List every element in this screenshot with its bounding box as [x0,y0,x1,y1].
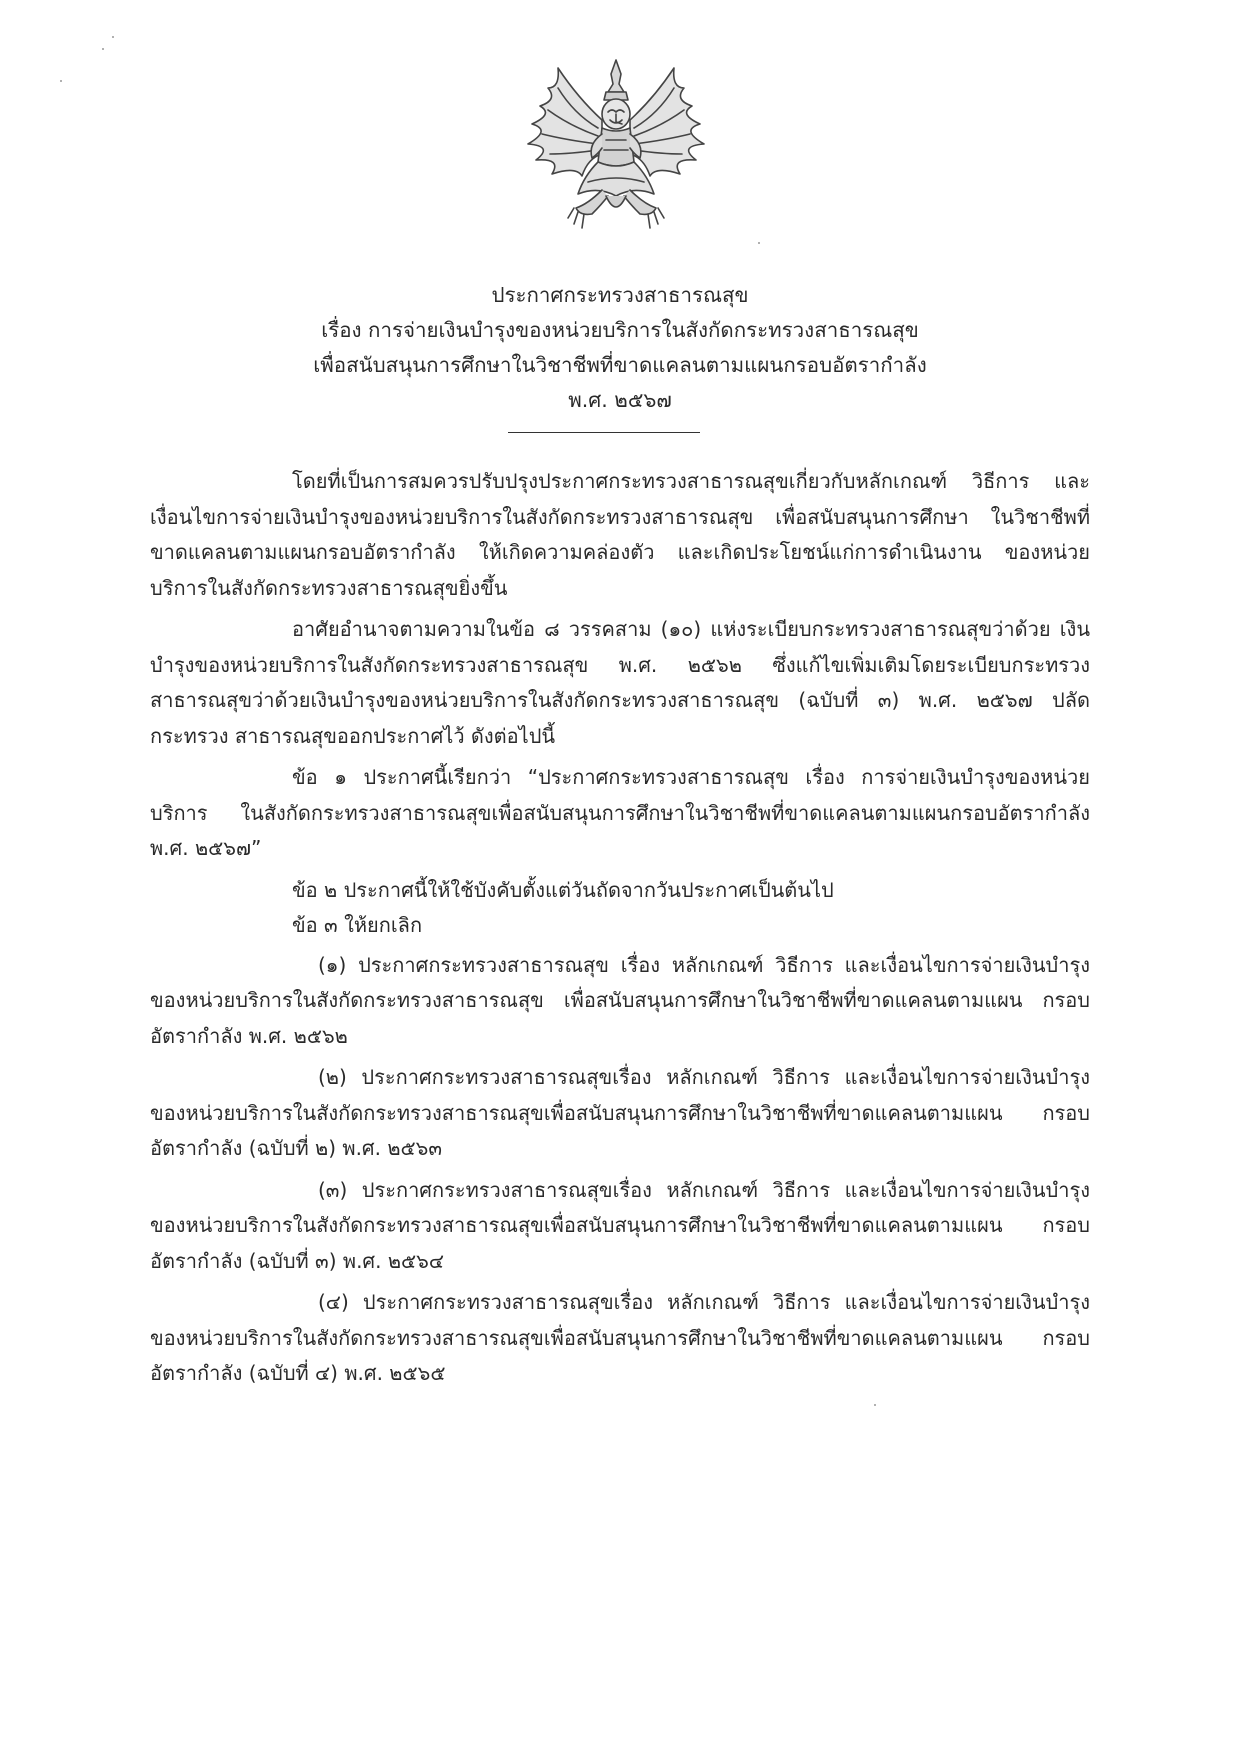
clause-3: ข้อ ๓ ให้ยกเลิก [292,913,423,937]
scan-speck [874,1404,876,1406]
announcement-subject: เรื่อง การจ่ายเงินบำรุงของหน่วยบริการในสังกัดกระทรวงสาธารณสุข [321,318,919,342]
repealed-item-2: (๒) ประกาศกระทรวงสาธารณสุขเรื่อง หลักเกณฑ์ วิธีการ และเงื่อนไขการจ่ายเงินบำรุง ของหน่วยบริการในสังกัดกระทรวงสาธารณสุขเพื่อสนับสนุนการศึกษาในวิชาชีพที่ขาดแคลนตามแผน กรอบอัตรากำลัง (ฉบับที่ ๒) พ.ศ. ๒๕๖๓ [150,1065,1090,1160]
preamble-paragraph: โดยที่เป็นการสมควรปรับปรุงประกาศกระทรวงสาธารณสุขเกี่ยวกับหลักเกณฑ์ วิธีการ และเงื่อนไขการจ่ายเงินบำรุงของหน่วยบริการในสังกัดกระทรวงสาธารณสุข เพื่อสนับสนุนการศึกษา ในวิชาชีพที่ขาดแคลนตามแผนกรอบอัตรากำลัง ให้เกิดความคล่องตัว และเกิดประโยชน์แก่การดำเนินงาน ของหน่วยบริการในสังกัดกระทรวงสาธารณสุขยิ่งขึ้น [150,469,1090,600]
header-divider [508,432,700,433]
repealed-item-4: (๔) ประกาศกระทรวงสาธารณสุขเรื่อง หลักเกณฑ์ วิธีการ และเงื่อนไขการจ่ายเงินบำรุง ของหน่วยบริการในสังกัดกระทรวงสาธารณสุขเพื่อสนับสนุนการศึกษาในวิชาชีพที่ขาดแคลนตามแผน กรอบอัตรากำลัง (ฉบับที่ ๔) พ.ศ. ๒๕๖๕ [150,1290,1090,1385]
scan-speck [758,242,760,244]
announcement-header [0,278,1240,418]
scan-speck [102,48,104,50]
scan-speck [60,80,62,82]
authority-paragraph: อาศัยอำนาจตามความในข้อ ๘ วรรคสาม (๑๐) แห่งระเบียบกระทรวงสาธารณสุขว่าด้วย เงินบำรุงของหน่วยบริการในสังกัดกระทรวงสาธารณสุข พ.ศ. ๒๕๖๒ ซึ่งแก้ไขเพิ่มเติมโดยระเบียบกระทรวง สาธารณสุขว่าด้วยเงินบำรุงของหน่วยบริการในสังกัดกระทรวงสาธารณสุข (ฉบับที่ ๓) พ.ศ. ๒๕๖๗ ปลัดกระทรวง สาธารณสุขออกประกาศไว้ ดังต่อไปนี้ [150,617,1090,748]
announcement-body [150,464,1090,1398]
announcement-issuer: ประกาศกระทรวงสาธารณสุข [491,283,749,307]
garuda-emblem-icon [518,58,714,238]
clause-1: ข้อ ๑ ประกาศนี้เรียกว่า “ประกาศกระทรวงสาธารณสุข เรื่อง การจ่ายเงินบำรุงของหน่วยบริการ ในสังกัดกระทรวงสาธารณสุขเพื่อสนับสนุนการศึกษาในวิชาชีพที่ขาดแคลนตามแผนกรอบอัตรากำลัง พ.ศ. ๒๕๖๗” [150,765,1090,860]
repealed-item-1: (๑) ประกาศกระทรวงสาธารณสุข เรื่อง หลักเกณฑ์ วิธีการ และเงื่อนไขการจ่ายเงินบำรุง ของหน่วยบริการในสังกัดกระทรวงสาธารณสุข เพื่อสนับสนุนการศึกษาในวิชาชีพที่ขาดแคลนตามแผน กรอบอัตรากำลัง พ.ศ. ๒๕๖๒ [150,952,1090,1048]
repealed-item-3: (๓) ประกาศกระทรวงสาธารณสุขเรื่อง หลักเกณฑ์ วิธีการ และเงื่อนไขการจ่ายเงินบำรุง ของหน่วยบริการในสังกัดกระทรวงสาธารณสุขเพื่อสนับสนุนการศึกษาในวิชาชีพที่ขาดแคลนตามแผน กรอบอัตรากำลัง (ฉบับที่ ๓) พ.ศ. ๒๕๖๔ [150,1177,1090,1273]
announcement-subject-continued: เพื่อสนับสนุนการศึกษาในวิชาชีพที่ขาดแคลนตามแผนกรอบอัตรากำลัง [313,353,927,377]
announcement-year: พ.ศ. ๒๕๖๗ [568,388,672,412]
clause-2: ข้อ ๒ ประกาศนี้ให้ใช้บังคับตั้งแต่วันถัดจากวันประกาศเป็นต้นไป [292,877,834,902]
scan-speck [112,36,114,38]
